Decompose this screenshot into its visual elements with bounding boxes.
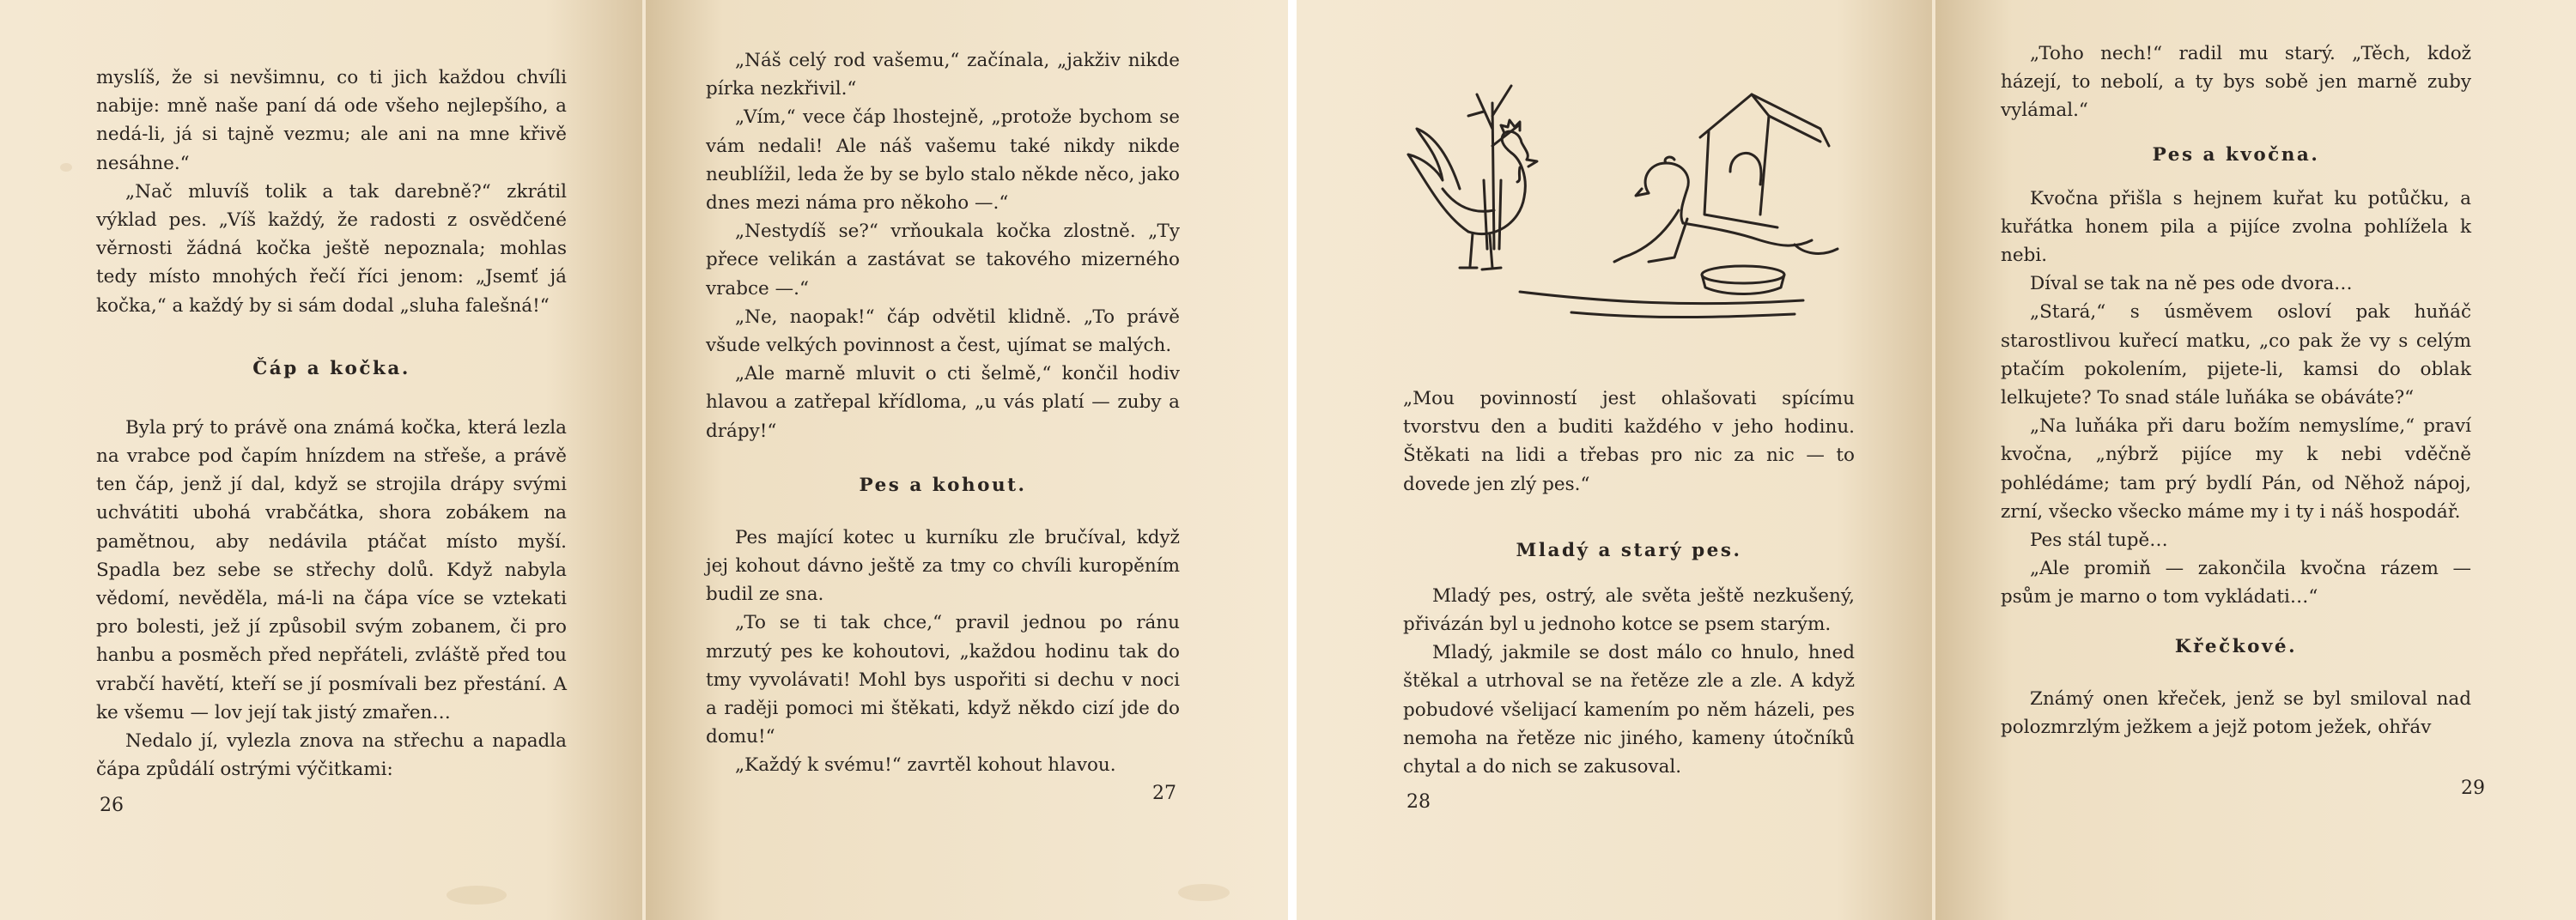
- page-27: [646, 0, 1288, 920]
- paragraph: Pes mající kotec u kurníku zle bručíval, když jej kohout dávno ještě za tmy co chvíli kuropěním budil ze sna.: [706, 526, 1180, 606]
- paragraph: „Vím,“ vece čáp lhostejně, „protože bychom se vám nedali! Ale náš vašemu také nikdy nikde neublížil, leda že by se bylo stalo někde něco, jako dnes mezi námа pro někoho —.“: [706, 106, 1180, 215]
- page-number: 29: [2461, 778, 2485, 799]
- paragraph: „Stará,“ s úsměvem osloví pak huňáč starostlivou kuřecí matku, „co pak že vy s celým ptačím pokolením, pijete-li, kamsi do oblak lelkujete? To snad stále luňáka se obáváte?“: [2001, 301, 2471, 409]
- paragraph: „To se ti tak chce,“ pravil jednou po ránu mrzutý pes ke kohoutovi, „každou hodinu tak do tmy vyvolávati! Mohl bys uspořiti si dechu v noci a raději pomoci mi štěkati, když někdo cizí jde do domu!“: [706, 612, 1180, 748]
- paragraph: „Nestydíš se?“ vrňoukala kočka zlostně. „Ty přece velikán a zastávat se takového mizerného vrabce —.“: [706, 221, 1180, 300]
- story-title-cap-a-kocka: Čáp a kočka.: [252, 357, 410, 379]
- paragraph: „Toho nech!“ radil mu starý. „Těch, kdož házejí, to nebolí, a ty bys sobě jen marně zuby vylámal.“: [2001, 43, 2471, 122]
- story-title-pes-a-kvocna: Pes a kvočna.: [2152, 143, 2320, 166]
- paragraph: Mladý pes, ostrý, ale světa ještě nezkušený, přivázán byl u jednoho kotce se psem starým.: [1403, 584, 1855, 636]
- page-28: [1297, 0, 1932, 920]
- rooster-and-dog-illustration: [1391, 77, 1872, 369]
- page-number: 26: [100, 795, 124, 816]
- paragraph: „Náš celý rod vašemu,“ začínala, „jakživ nikde pírka nezkřivil.“: [706, 50, 1180, 100]
- paragraph: Díval se tak na ně pes ode dvora…: [2030, 273, 2353, 295]
- paragraph: „Každý k svému!“ zavrtěl kohout hlavou.: [735, 754, 1116, 777]
- paragraph: „Ne, naopak!“ čáp odvětil klidně. „To právě všude velkých povinnost a čest, ujímat se malých.: [706, 306, 1180, 357]
- paper-stain: [1178, 884, 1230, 901]
- paragraph: „Nač mluvíš tolik a tak darebně?“ zkrátil výklad pes. „Víš každý, že radosti z osvědčené věrnosti žádná kočka ještě nepoznala; mohlas tedy místo mnohých řečí říci jenom: „Jsemť já kočka,“ a každý by si sám dodal „sluha falešná!“: [96, 180, 567, 317]
- page-29-text: [2001, 39, 2471, 741]
- paragraph: myslíš, že si nevšimnu, co ti jich každou chvíli nabije: mně naše paní dá ode všeho nejlepšího, a nedá-li, já si tajně vezmu; ale ani na mne křivě nesáhne.“: [96, 67, 567, 174]
- page-28-text: [1403, 384, 1855, 781]
- paragraph: Známý onen křeček, jenž se byl smiloval nad polozmrzlým ježkem a jejž potom ježek, ohřáv: [2001, 687, 2471, 738]
- story-title-mlady-a-stary-pes: Mladý a starý pes.: [1516, 539, 1742, 561]
- paragraph: Pes stál tupě…: [2030, 530, 2168, 552]
- paragraph: „Ale marně mluvit o cti šelmě,“ končil hodiv hlavou a zatřepal křídloma, „u vás platí — zuby a drápy!“: [706, 363, 1180, 442]
- paragraph: „Na luňáka při daru božím nemyslíme,“ praví kvočna, „nýbrž pijíce my k nebi vděčně pohlédáme; tam prý bydlí Pán, od Něhož nápoj, zrní, všecko všecko máme my i ty i náš hospodář.: [2001, 415, 2471, 523]
- story-title-pes-a-kohout: Pes a kohout.: [859, 474, 1027, 496]
- paper-stain: [60, 163, 72, 172]
- paragraph: „Ale promiň — zakončila kvočna rázem — psům je marno o tom vykládati…“: [2001, 558, 2471, 608]
- page-27-text: [706, 46, 1180, 780]
- paragraph: Mladý, jakmile se dost málo co hnulo, hned štěkal a utrhoval se na řetěze zle a zle. A když pobudové všelijací kamením po něm házeli, pes nemoha na řetěze nic jiného, kameny útočníků chytal a do nich se zakusoval.: [1403, 642, 1855, 778]
- scan-gap: [1288, 0, 1297, 920]
- paragraph: Nedalo jí, vylezla znova na střechu a napadla čápa způdálí ostrými výčitkami:: [96, 730, 567, 781]
- page-29: [1935, 0, 2576, 920]
- page-number: 28: [1406, 791, 1431, 813]
- story-title-kreckove: Křečkové.: [2174, 635, 2298, 657]
- paragraph: Kvočna přišla s hejnem kuřat ku potůčku, a kuřátka honem pila a pijíce zvolna pohlížela k nebi.: [2001, 187, 2471, 267]
- book-spread-right: [1297, 0, 2576, 920]
- page-26: [0, 0, 642, 920]
- page-number: 27: [1152, 783, 1176, 804]
- paragraph: Byla prý to právě ona známá kočka, která lezla na vrabce pod čapím hnízdem na střeše, a právě ten čáp, jenž jí dal, když se strojila drápy svými uchvátiti ubohá vrabčátka, shora zobákem na pamětnou, aby nedávila ptáčat místo myší. Spadla bez sebe se střechy dolů. Když nabyla vědomí, nevěděla, má-li na čápa více se vztekati pro bolesti, jež jí způsobil svým zobanem, či pro hanbu a posměch před nepřáteli, zvláště před tou vrabčí havětí, kteří se jí posmívali bez přestání. A ke všemu — lov její tak jistý zmařen…: [96, 416, 567, 723]
- illustration-caption: „Mou povinností jest ohlašovati spícímu tvorstvu den a buditi každého v jeho hodinu. Štěkati na lidi a třebas pro nic za nic — to dovede jen zlý pes.“: [1403, 388, 1855, 495]
- paper-stain: [447, 886, 507, 905]
- page-26-text: [96, 64, 567, 784]
